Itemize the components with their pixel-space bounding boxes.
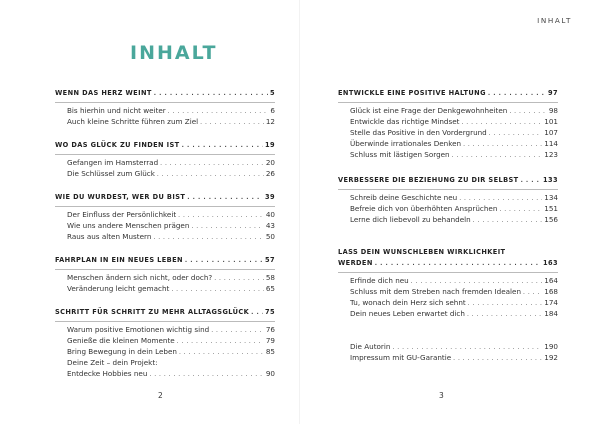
chapter-heading-line1[interactable]: LASS DEIN WUNSCHLEBEN WIRKLICHKEIT bbox=[338, 248, 506, 256]
toc-entry[interactable]: Stelle das Positive in den Vordergrund . . . 107 bbox=[338, 127, 558, 138]
running-head: INHALT bbox=[537, 16, 572, 25]
toc-entry[interactable]: Schluss mit dem Streben nach fremden Idealen . . . 168 bbox=[338, 286, 558, 297]
toc-entry[interactable]: Warum positive Emotionen wichtig sind . . . 76 bbox=[55, 324, 275, 335]
toc-entry[interactable]: Wie uns andere Menschen prägen . . . 43 bbox=[55, 220, 275, 231]
toc-entry[interactable]: Befreie dich von überhöhten Ansprüchen . . . 151 bbox=[338, 203, 558, 214]
toc-entry[interactable]: Tu, wonach dein Herz sich sehnt . . . 174 bbox=[338, 297, 558, 308]
toc-entry[interactable]: Erfinde dich neu . . . 164 bbox=[338, 275, 558, 286]
toc-entry[interactable]: Die Schlüssel zum Glück . . . 26 bbox=[55, 168, 275, 179]
toc-chapter bbox=[55, 88, 275, 127]
toc-entry[interactable]: Veränderung leicht gemacht . . . 65 bbox=[55, 283, 275, 294]
toc-entry[interactable]: Gefangen im Hamsterrad . . . 20 bbox=[55, 157, 275, 168]
chapter-heading[interactable]: ENTWICKLE EINE POSITIVE HALTUNG . . . 97 bbox=[338, 88, 558, 103]
right-toc-column bbox=[338, 88, 558, 363]
chapter-heading[interactable]: WO DAS GLÜCK ZU FINDEN IST . . . 19 bbox=[55, 140, 275, 155]
toc-chapter bbox=[338, 247, 558, 319]
toc-chapter bbox=[55, 192, 275, 242]
toc-entry[interactable]: Schreib deine Geschichte neu . . . 134 bbox=[338, 192, 558, 203]
toc-entry[interactable]: Lerne dich liebevoll zu behandeln . . . 156 bbox=[338, 214, 558, 225]
toc-entry[interactable]: Glück ist eine Frage der Denkgewohnheiten . . . 98 bbox=[338, 105, 558, 116]
toc-chapter bbox=[55, 255, 275, 294]
toc-chapter bbox=[55, 140, 275, 179]
toc-chapter bbox=[338, 175, 558, 225]
toc-appendix bbox=[338, 341, 558, 363]
page-number: 3 bbox=[439, 391, 444, 400]
chapter-heading[interactable]: WERDEN . . . 163 bbox=[338, 258, 558, 273]
page-title: INHALT bbox=[130, 42, 218, 64]
toc-entry[interactable]: Entwickle das richtige Mindset . . . 101 bbox=[338, 116, 558, 127]
toc-entry[interactable]: Die Autorin . . . 190 bbox=[338, 341, 558, 352]
left-toc-column bbox=[55, 88, 275, 379]
toc-entry[interactable]: Dein neues Leben erwartet dich . . . 184 bbox=[338, 308, 558, 319]
toc-chapter bbox=[55, 307, 275, 379]
toc-entry[interactable]: Menschen ändern sich nicht, oder doch? . . . 58 bbox=[55, 272, 275, 283]
chapter-heading[interactable]: SCHRITT FÜR SCHRITT ZU MEHR ALLTAGSGLÜCK . . . 75 bbox=[55, 307, 275, 322]
page-number: 2 bbox=[158, 391, 163, 400]
toc-entry[interactable]: Überwinde irrationales Denken . . . 114 bbox=[338, 138, 558, 149]
chapter-heading[interactable]: FAHRPLAN IN EIN NEUES LEBEN . . . 57 bbox=[55, 255, 275, 270]
chapter-heading[interactable]: VERBESSERE DIE BEZIEHUNG ZU DIR SELBST . . . 133 bbox=[338, 175, 558, 190]
toc-entry[interactable]: Bis hierhin und nicht weiter . . . 6 bbox=[55, 105, 275, 116]
toc-entry[interactable]: Auch kleine Schritte führen zum Ziel . . . 12 bbox=[55, 116, 275, 127]
toc-entry[interactable]: Entdecke Hobbies neu . . . 90 bbox=[55, 368, 275, 379]
toc-chapter bbox=[338, 88, 558, 160]
toc-entry[interactable]: Raus aus alten Mustern . . . 50 bbox=[55, 231, 275, 242]
toc-entry[interactable]: Bring Bewegung in dein Leben . . . 85 bbox=[55, 346, 275, 357]
toc-entry[interactable]: Impressum mit GU-Garantie . . . 192 bbox=[338, 352, 558, 363]
toc-entry[interactable]: Deine Zeit – dein Projekt: bbox=[67, 358, 158, 367]
toc-entry[interactable]: Schluss mit lästigen Sorgen . . . 123 bbox=[338, 149, 558, 160]
right-page bbox=[300, 0, 600, 424]
chapter-heading[interactable]: WIE DU WURDEST, WER DU BIST . . . 39 bbox=[55, 192, 275, 207]
chapter-heading[interactable]: WENN DAS HERZ WEINT . . . 5 bbox=[55, 88, 275, 103]
toc-entry[interactable]: Der Einfluss der Persönlichkeit . . . 40 bbox=[55, 209, 275, 220]
toc-entry[interactable]: Genieße die kleinen Momente . . . 79 bbox=[55, 335, 275, 346]
